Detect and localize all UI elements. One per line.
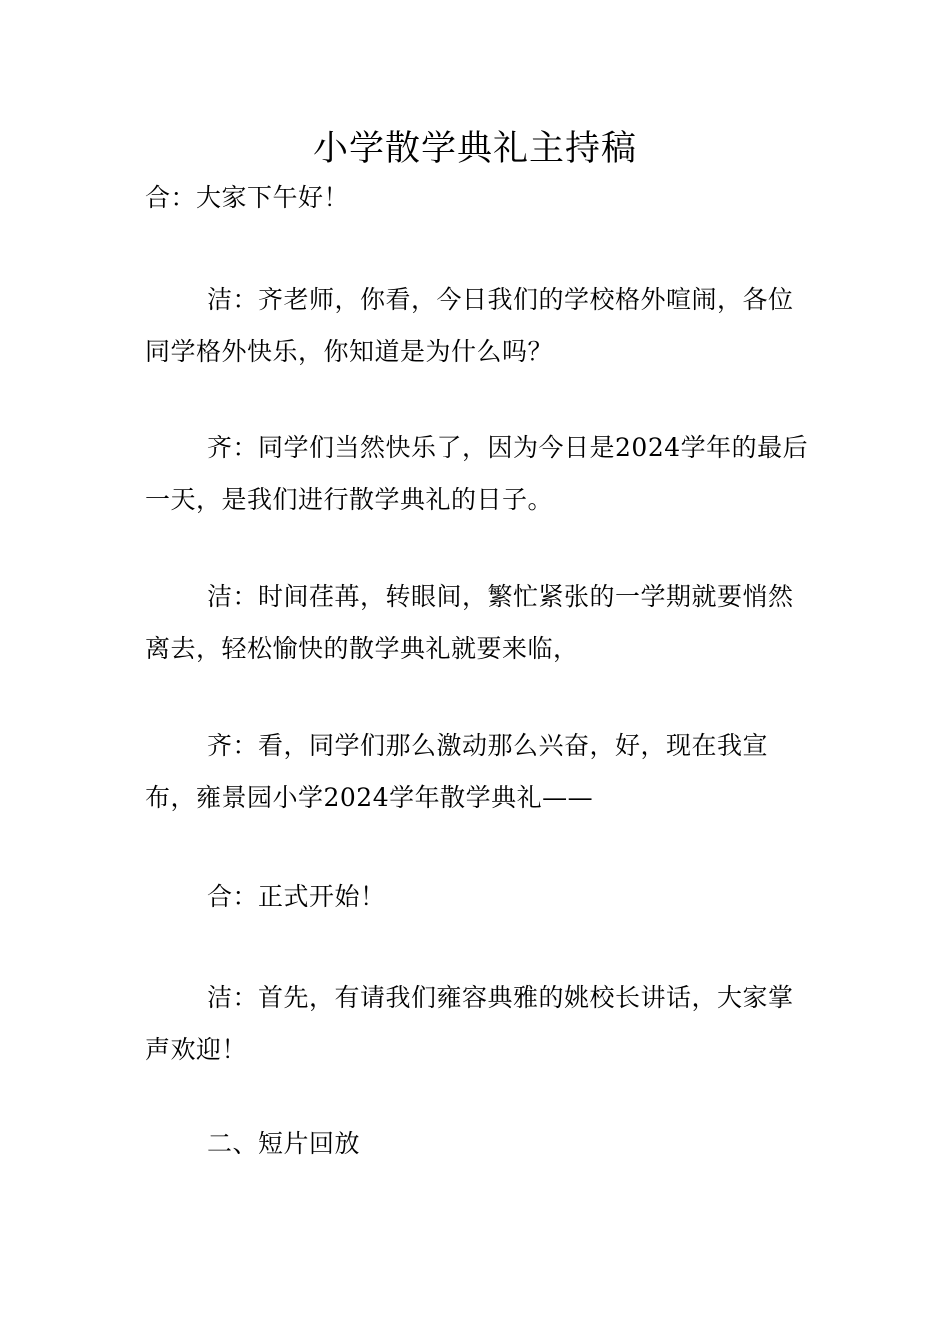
- paragraph-together: 合：正式开始！: [207, 882, 386, 911]
- paragraph-qi-2: 齐：看，同学们那么激动那么兴奋，好，现在我宣布，雍景园小学2024学年散学典礼——: [145, 731, 769, 812]
- paragraph-qi-1: 齐：同学们当然快乐了，因为今日是2024学年的最后一天，是我们进行散学典礼的日子。: [145, 433, 809, 514]
- paragraph-jie-2: 洁：时间荏苒，转眼间，繁忙紧张的一学期就要悄然离去，轻松愉快的散学典礼就要来临，: [145, 582, 794, 663]
- paragraph-jie-1: 洁：齐老师，你看，今日我们的学校格外喧闹，各位同学格外快乐，你知道是为什么吗？: [145, 285, 794, 366]
- section-heading-video: 二、短片回放: [207, 1129, 361, 1158]
- paragraph-jie-3: 洁：首先，有请我们雍容典雅的姚校长讲话，大家掌声欢迎！: [145, 983, 794, 1064]
- document-title: 小学散学典礼主持稿: [312, 129, 637, 169]
- paragraph-greeting: 合：大家下午好！: [145, 183, 350, 212]
